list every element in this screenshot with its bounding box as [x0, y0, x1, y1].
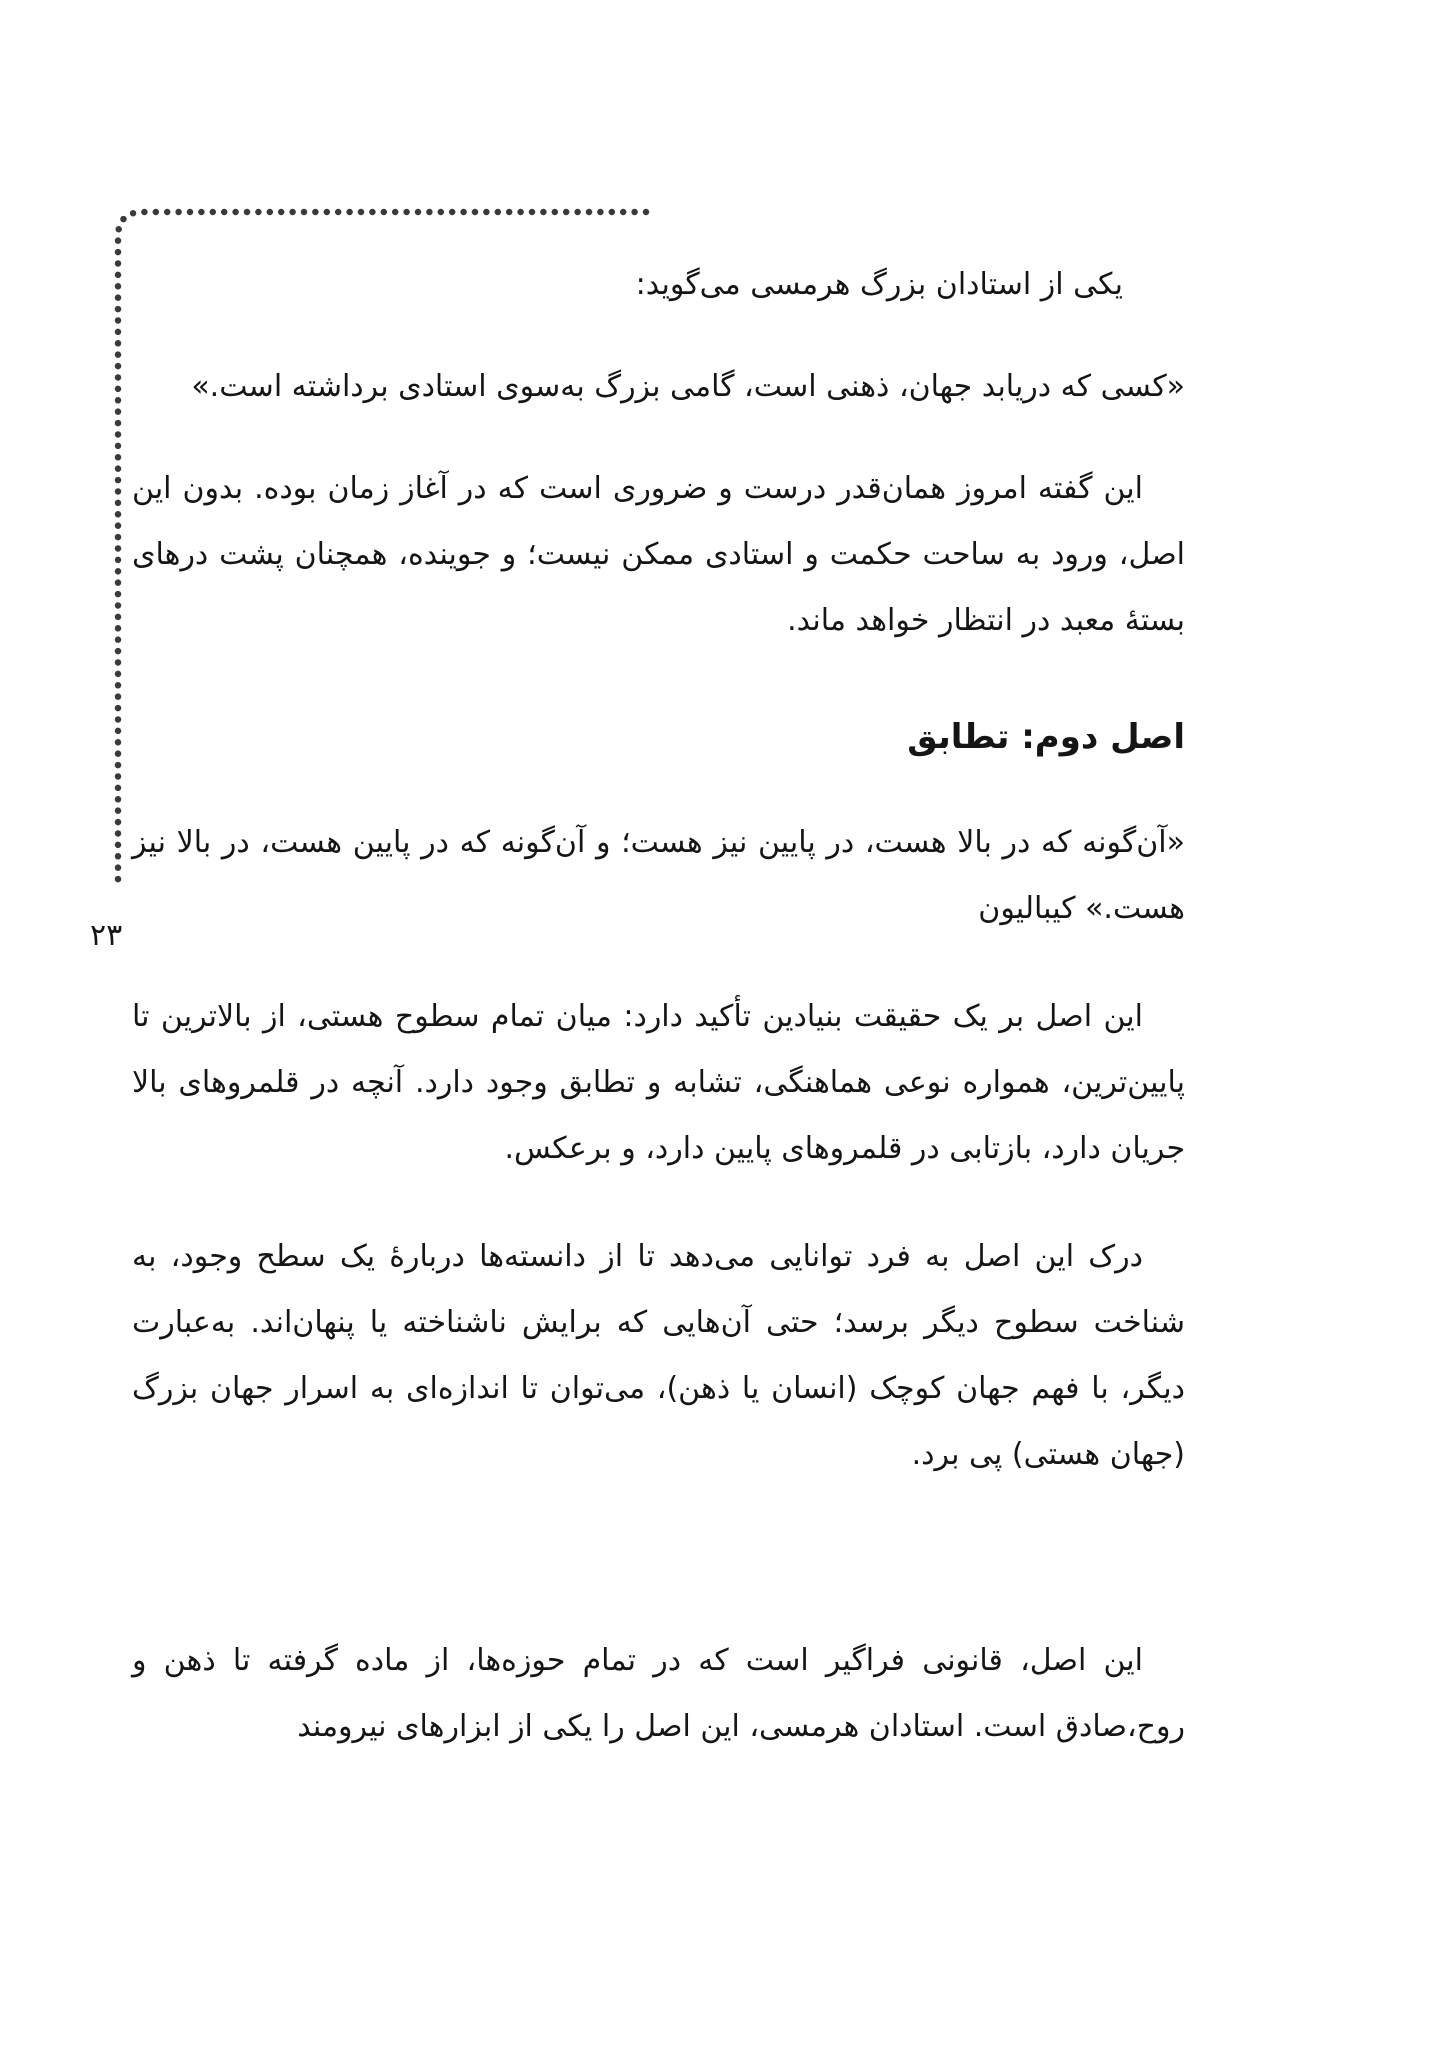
paragraph-universal-law: این اصل، قانونی فراگیر است که در تمام حوزه‌ها، از ماده گرفته تا ذهن و روح،صادق است. استادان هرمسی، این اصل را یکی از ابزارهای نیرومند — [132, 1643, 1185, 1744]
paragraph-knowledge-transfer: درک این اصل به فرد توانایی می‌دهد تا از دانسته‌ها دربارۀ یک سطح وجود، به شناخت سطوح دیگر برسد؛ حتی آن‌هایی که برایش ناشناخته یا پنهان‌اند. به‌عبارت دیگر، با فهم جهان کوچک (انسان یا ذهن)، می‌توان تا اندازه‌ای به اسرار جهان بزرگ (جهان هستی) پی برد. — [132, 1239, 1185, 1472]
page-content — [132, 252, 1185, 1760]
section-heading-correspondence: اصل دوم: تطابق — [907, 717, 1185, 757]
intro-line: یکی از استادان بزرگ هرمسی می‌گوید: — [635, 267, 1123, 302]
blockquote-as-above-so-below: «آن‌گونه که در بالا هست، در پایین نیز هست؛ و آن‌گونه که در پایین هست، در بالا نیز هست.» کیبالیون — [132, 825, 1185, 926]
blockquote-mental-universe: «کسی که دریابد جهان، ذهنی است، گامی بزرگ به‌سوی استادی برداشته است.» — [191, 369, 1185, 404]
page-number: ۲۳ — [90, 918, 123, 953]
paragraph-principle-importance: این گفته امروز همان‌قدر درست و ضروری است که در آغاز زمان بوده. بدون این اصل، ورود به ساحت حکمت و استادی ممکن نیست؛ و جوینده، همچنان پشت درهای بستۀ معبد در انتظار خواهد ماند. — [132, 471, 1185, 638]
paragraph-correspondence-explained: این اصل بر یک حقیقت بنیادین تأکید دارد: میان تمام سطوح هستی، از بالاترین تا پایین‌ترین، همواره نوعی هماهنگی، تشابه و تطابق وجود دارد. آنچه در قلمروهای بالا جریان دارد، بازتابی در قلمروهای پایین دارد، و برعکس. — [132, 999, 1185, 1166]
